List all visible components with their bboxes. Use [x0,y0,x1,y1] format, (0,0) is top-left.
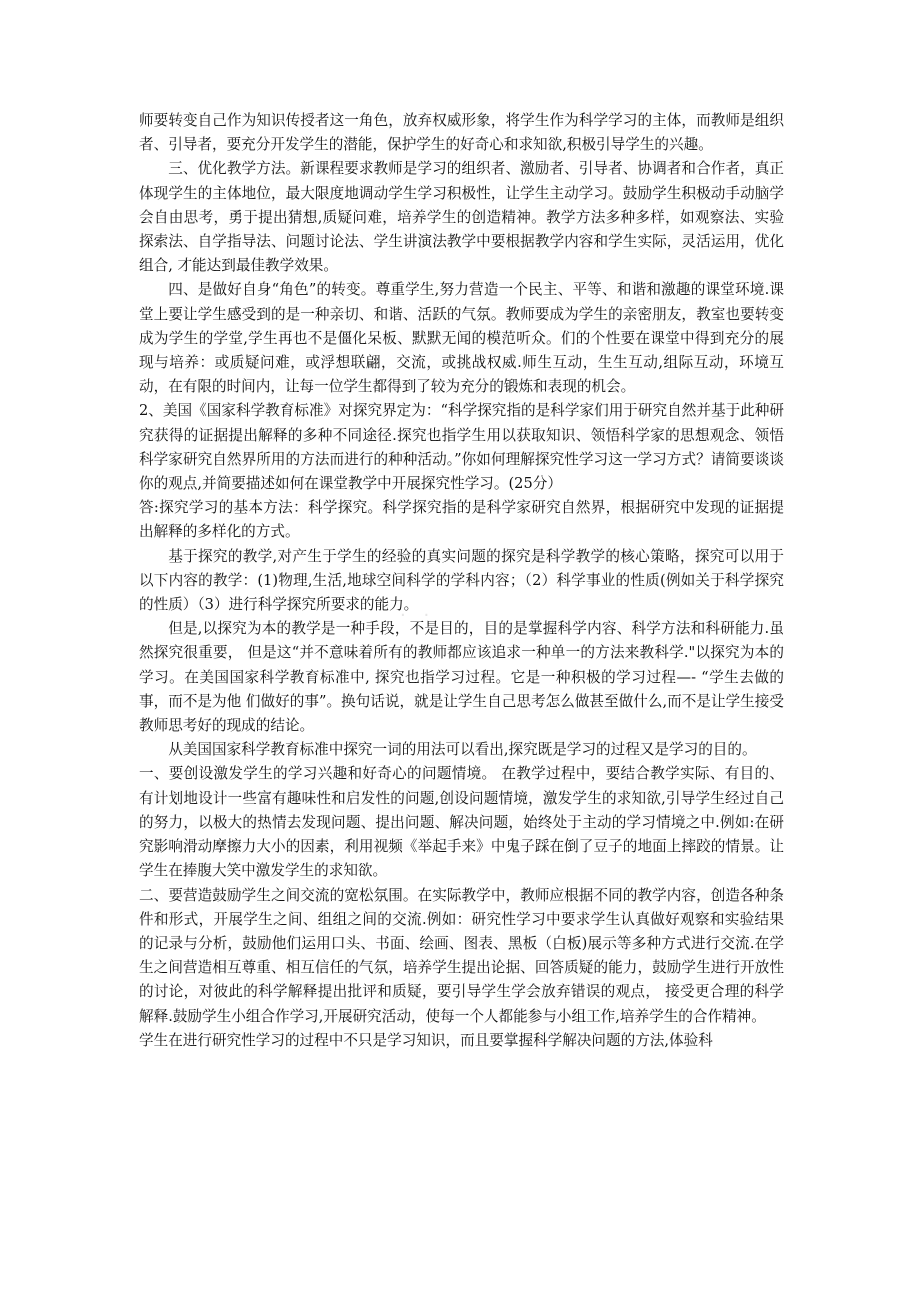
question-2: 2、美国《国家科学教育标准》对探究界定为：“科学探究指的是科学家们用于研究自然并基于此种研究获得的证据提出解释的多种不同途径.探究也指学生用以获取知识、领悟科学家的思想观念、领悟科学家研究自然界所用的方法而进行的种种活动。”你如何理解探究性学习这一学习方式？请简要谈谈你的观点,并简要描述如何在课堂教学中开展探究性学习。(25分） [139,402,784,493]
paragraph-final: 学生在进行研究性学习的过程中不只是学习知识，而且要掌握科学解决问题的方法,体验科 [139,1031,713,1049]
document-page [139,109,784,1053]
watermark: · · [400,605,436,626]
paragraph-3: 四、是做好自身“角色”的转变。尊重学生,努力营造一个民主、平等、和谐和激趣的课堂环境.课堂上要让学生感受到的是一种亲切、和谐、活跃的气氛。教师要成为学生的亲密朋友，教室也要转变成为学生的学堂,学生再也不是僵化呆板、默默无闻的模范听众。们的个性要在课堂中得到充分的展现与培养：或质疑问难，或浮想联翩，交流，或挑战权威.师生互动，生生互动,组际互动，环境互动，在有限的时间内，让每一位学生都得到了较为充分的锻炼和表现的机会。 [139,281,784,396]
paragraph-1: 师要转变自己作为知识传授者这一角色，放弃权威形象，将学生作为科学学习的主体，而教师是组织者、引导者，要充分开发学生的潜能，保护学生的好奇心和求知欲,积极引导学生的兴趣。 [139,112,784,154]
paragraph-inquiry-purpose: 从美国国家科学教育标准中探究一词的用法可以看出,探究既是学习的过程又是学习的目的。 [168,741,757,759]
paragraph-inquiry-means: 但是,以探究为本的教学是一种手段，不是目的，目的是掌握科学内容、科学方法和科研能力.虽然探究很重要， 但是这“并不意味着所有的教师都应该追求一种单一的方法来教科学."以探究为本的学习。在美国国家科学教育标准中, 探究也指学习过程。它是一种积极的学习过程—- “学生去做的事，而不是为他 们做好的事”。换句话说，就是让学生自己思考怎么做甚至做什么,而不是让学生接受教师思考好的现成的结论。 [139,620,784,735]
paragraph-2: 三、优化教学方法。新课程要求教师是学习的组织者、激励者、引导者、协调者和合作者，真正体现学生的主体地位，最大限度地调动学生学习积极性，让学生主动学习。鼓励学生积极动手动脑学会自由思考，勇于提出猜想,质疑问难，培养学生的创造精神。教学方法多种多样，如观察法、实验探索法、自学指导法、问题讨论法、学生讲演法教学中要根据教学内容和学生实际，灵活运用，优化组合, 才能达到最佳教学效果。 [139,160,784,275]
paragraph-point-1: 一、要创设激发学生的学习兴趣和好奇心的问题情境。 在教学过程中，要结合教学实际、有目的、有计划地设计一些富有趣味性和启发性的问题,创设问题情境，激发学生的求知欲,引导学生经过自己的努力，以极大的热情去发现问题、提出问题、解决问题，始终处于主动的学习情境之中.例如:在研究影响滑动摩擦力大小的因素，利用视频《举起手来》中鬼子踩在倒了豆子的地面上摔跤的情景。让学生在捧腹大笑中激发学生的求知欲。 [139,765,784,880]
paragraph-inquiry-teaching: 基于探究的教学,对产生于学生的经验的真实问题的探究是科学教学的核心策略，探究可以用于以下内容的教学：(1)物理,生活,地球空间科学的学科内容；（2）科学事业的性质(例如关于科学探究的性质）（3）进行科学探究所要求的能力。 [139,547,784,614]
paragraph-point-2: 二、要营造鼓励学生之间交流的宽松氛围。在实际教学中，教师应根据不同的教学内容，创造各种条件和形式，开展学生之间、组组之间的交流.例如：研究性学习中要求学生认真做好观察和实验结果的记录与分析，鼓励他们运用口头、书面、绘画、图表、黑板（白板)展示等多种方式进行交流.在学生之间营造相互尊重、相互信任的气氛，培养学生提出论据、回答质疑的能力，鼓励学生进行开放性的讨论，对彼此的科学解释提出批评和质疑，要引导学生学会放弃错误的观点， 接受更合理的科学解释.鼓励学生小组合作学习,开展研究活动，使每一个人都能参与小组工作,培养学生的合作精神。 [139,886,784,1025]
answer-intro: 答:探究学习的基本方法：科学探究。科学探究指的是科学家研究自然界，根据研究中发现的证据提出解释的多样化的方式。 [139,499,784,541]
